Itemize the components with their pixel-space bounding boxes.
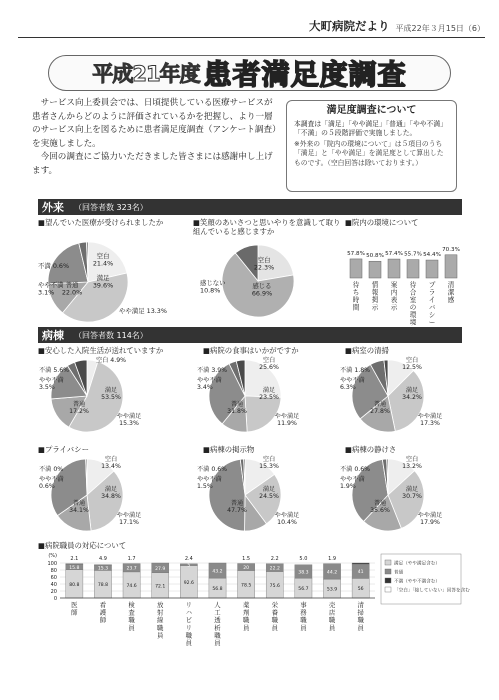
outpatient-env-bar-value-4: 54.4% — [423, 252, 441, 259]
staff-bar-normal-value-9: 44.2 — [326, 570, 338, 576]
staff-category-label-8: 事 — [300, 601, 307, 609]
staff-category-label-8: 員 — [300, 623, 307, 632]
pie-ward-6-label-sdis: 1.9% — [340, 483, 356, 491]
staff-bar-sat-value-0: 80.8 — [69, 582, 80, 588]
staff-category-label-4: ハ — [185, 608, 193, 617]
pie-ward-4-label-sat: 34.8% — [101, 493, 121, 501]
pie-ward-6-label-blank: 空白 — [405, 456, 419, 463]
pie-outpatient-1-label-sat: 満足 — [96, 274, 110, 282]
staff-category-label-3: 線 — [157, 616, 164, 625]
section-ward-count: （回答者数 114名） — [74, 330, 148, 340]
staff-category-label-4: リ — [185, 623, 193, 632]
pie-ward-3-label-blank: 12.5% — [402, 364, 422, 372]
staff-category-label-5: 員 — [214, 639, 221, 647]
pie-ward-2-label-some: やや満足 — [274, 413, 300, 420]
pie-ward-6-label-sat: 30.7% — [402, 493, 422, 501]
outpatient-env-bar-label-0: 間 — [352, 303, 360, 312]
staff-category-label-10: 職 — [357, 616, 364, 625]
staff-category-label-5: 透 — [214, 616, 221, 625]
outpatient-env-bar-label-4: ー — [428, 318, 436, 327]
staff-bar-sat-value-8: 56.7 — [298, 587, 309, 593]
staff-category-label-9: 員 — [328, 623, 336, 632]
outpatient-env-bar-label-1: 示 — [371, 303, 379, 312]
staff-bar-normal-value-8: 38.3 — [298, 570, 309, 576]
pie-ward-2-label-dis: 不満 3.9% — [197, 367, 228, 374]
q-ward-3-title: ■病室の清掃 — [345, 346, 389, 355]
staff-bar-normal-value-1: 15.3 — [97, 566, 109, 572]
pie-outpatient-1-label-normal: 22.0% — [61, 288, 83, 297]
staff-legend-label-1: 普通 — [394, 570, 404, 576]
pie-ward-2-label-blank: 空白 — [262, 357, 276, 364]
pie-outpatient-1-label-blank: 空白 — [96, 252, 110, 260]
staff-bar-normal-value-10: 41 — [357, 570, 364, 576]
staff-legend-label-0: 満足（やや満足含む） — [394, 561, 440, 567]
staff-category-label-4: 職 — [185, 631, 193, 640]
outpatient-env-bar-value-2: 57.4% — [385, 251, 403, 258]
staff-bar-normal-value-5: 43.2 — [212, 569, 223, 575]
outpatient-env-bar-label-3: の — [409, 303, 417, 312]
pie-ward-5-label-sdis: やや不満 — [197, 476, 222, 483]
staff-category-label-4: ビ — [185, 616, 193, 625]
staff-bar-normal-value-7: 22.2 — [269, 566, 280, 572]
outpatient-env-bar-label-3: 合 — [409, 288, 417, 297]
pie-ward-3-label-some: やや満足 — [417, 413, 443, 420]
pie-ward-4-label-sdis: 0.6% — [39, 483, 55, 491]
section-ward — [38, 327, 462, 343]
staff-category-label-2: 査 — [128, 608, 135, 617]
pie-ward-6-label-sat: 満足 — [405, 486, 419, 493]
pie-outpatient-1-label-normal: 普通 — [65, 281, 79, 289]
pie-ward-5-label-sat: 24.5% — [259, 493, 279, 501]
outpatient-env-bar-label-0: ち — [352, 288, 360, 297]
staff-bar-top-label-0: 2.1 — [70, 556, 79, 562]
about-note: ※外来の「院内の環境について」は５項目のうち「満足」と「やや満足」を満足度として算出したものです。（空白回答は除いております。） — [294, 139, 444, 167]
staff-category-label-3: 職 — [157, 623, 164, 632]
outpatient-env-bar-5 — [445, 255, 457, 278]
staff-category-label-5: 職 — [214, 631, 221, 640]
staff-category-label-1: 護 — [99, 608, 107, 617]
staff-ytick-3: 40 — [50, 582, 57, 588]
staff-category-label-6: 薬 — [242, 601, 250, 609]
staff-bar-sat-value-7: 75.6 — [269, 583, 280, 589]
pie-ward-1-label-normal: 普通 — [72, 401, 86, 408]
staff-bar-normal-value-3: 27.9 — [155, 566, 166, 572]
pie-ward-3-label-sat: 満足 — [405, 387, 419, 394]
staff-category-label-8: 職 — [300, 616, 307, 625]
staff-bar-sat-value-4: 92.6 — [183, 580, 194, 586]
staff-bar-top-label-8: 5.0 — [299, 556, 308, 562]
pie-outpatient-2-label-feel: 感じる — [252, 282, 272, 290]
staff-bar-top-label-6: 1.5 — [242, 556, 251, 562]
outpatient-env-bar-label-3: 待 — [409, 281, 417, 289]
outpatient-env-bar-3 — [407, 260, 419, 278]
staff-category-label-9: 職 — [328, 616, 336, 625]
staff-bar-top-label-1: 4.9 — [98, 556, 107, 562]
pie-ward-4-label-some: やや満足 — [116, 512, 142, 519]
pie-ward-1-label-blank: 空白 4.9% — [95, 357, 127, 364]
outpatient-env-bar-label-4: イ — [428, 296, 436, 304]
outpatient-env-bar-label-5: 感 — [447, 296, 455, 304]
staff-bar-top-label-9: 1.9 — [328, 556, 337, 562]
outpatient-env-bar-label-4: ラ — [428, 288, 436, 297]
pie-ward-6-label-normal: 35.6% — [370, 507, 390, 515]
staff-bar-sat-value-1: 78.8 — [97, 583, 109, 589]
staff-bar-normal-value-4: 5 — [187, 563, 191, 569]
outpatient-env-bar-label-3: 境 — [409, 318, 417, 327]
outpatient-env-bar-label-2: 案 — [390, 281, 398, 289]
pie-ward-4-label-normal: 34.1% — [69, 507, 89, 515]
staff-legend-label-3: 「空白」「接していない」回答を含む — [394, 588, 470, 594]
pie-ward-4-label-blank: 13.4% — [101, 463, 121, 471]
pie-ward-3-label-blank: 空白 — [405, 357, 419, 364]
pie-ward-3-label-sdis: やや不満 — [340, 377, 365, 384]
pie-ward-1-label-normal: 17.2% — [69, 408, 89, 416]
staff-category-label-4: リ — [185, 601, 193, 609]
staff-bar-sat-value-3: 72.1 — [155, 584, 166, 590]
pie-ward-5-label-normal: 普通 — [230, 500, 244, 507]
pie-outpatient-2-label-blank: 22.3% — [253, 263, 275, 272]
staff-category-label-5: 工 — [214, 608, 221, 617]
staff-ytick-5: 0 — [53, 596, 57, 602]
staff-category-label-2: 員 — [128, 623, 135, 632]
outpatient-env-bar-label-3: 環 — [409, 311, 417, 319]
pie-ward-6-label-blank: 13.2% — [402, 463, 422, 471]
pie-outpatient-2-label-feel: 66.9% — [251, 289, 273, 298]
pie-outpatient-2-label-no: 感じない — [200, 279, 226, 287]
staff-category-label-6: 員 — [242, 623, 250, 632]
pie-ward-6-label-normal: 普通 — [373, 500, 387, 507]
staff-category-label-10: 員 — [357, 623, 364, 632]
outpatient-env-bar-4 — [426, 260, 438, 278]
pie-ward-1-label-sdis: やや不満 — [39, 377, 64, 384]
pie-ward-6-label-sdis: やや不満 — [340, 476, 365, 483]
staff-category-label-2: 職 — [128, 616, 135, 625]
staff-bar-sat-value-5: 56.8 — [212, 587, 223, 593]
staff-ytick-4: 20 — [50, 589, 57, 595]
section-outpatient-count: （回答者数 323名） — [74, 202, 148, 212]
title-era: 平成21年度 — [92, 62, 200, 86]
pie-outpatient-1-label-sdis: 3.1% — [38, 288, 55, 297]
staff-bar-sat-value-9: 53.9 — [326, 587, 338, 593]
staff-ylabel: (%) — [48, 553, 57, 559]
staff-category-label-10: 清 — [357, 601, 364, 609]
pie-ward-3-label-normal: 普通 — [373, 401, 387, 408]
pie-ward-3-label-normal: 27.8% — [370, 408, 390, 416]
staff-legend-swatch-0 — [385, 560, 391, 565]
pie-ward-2-label-sat: 23.5% — [259, 394, 279, 402]
pie-ward-2-label-normal: 31.8% — [227, 408, 247, 416]
q-ward-5-title: ■病棟の掲示物 — [203, 445, 255, 454]
intro-paragraph-1: サービス向上委員会では、日頃提供している医療サービスが患者さんからどのように評価されているかを把握し、より一層のサービス向上を図るために患者満足度調査（アンケート調査）を実施しました。 — [32, 98, 277, 149]
pie-ward-4-label-sdis: やや不満 — [39, 476, 64, 483]
pie-ward-3-label-some: 17.3% — [420, 420, 440, 428]
pie-ward-5-label-some: やや満足 — [274, 512, 300, 519]
pie-ward-4-label-some: 17.1% — [119, 519, 139, 527]
outpatient-env-bar-label-3: 室 — [409, 296, 417, 304]
section-ward-label: 病棟 — [42, 329, 64, 342]
pie-ward-6-label-some: やや満足 — [417, 512, 443, 519]
pie-ward-1-label-some: 15.3% — [119, 420, 139, 428]
pie-ward-1-label-sat: 満足 — [104, 387, 118, 394]
pie-outpatient-2-label-blank: 空白 — [257, 256, 271, 264]
about-title: 満足度調査について — [326, 105, 417, 116]
pie-ward-2-label-some: 11.9% — [277, 420, 297, 428]
pie-ward-4-label-normal: 普通 — [72, 500, 86, 507]
outpatient-env-bar-2 — [388, 259, 400, 278]
outpatient-env-bar-value-5: 70.3% — [442, 246, 460, 253]
pie-ward-3-label-dis: 不満 1.8% — [340, 367, 371, 374]
pie-outpatient-1-label-dis: 不満 0.6% — [38, 262, 70, 270]
pie-outpatient-1-label-some: やや満足 13.3% — [119, 307, 167, 315]
q-ward-1-title: ■安心した入院生活が送れていますか — [38, 346, 164, 355]
outpatient-env-bar-label-4: バ — [428, 303, 436, 312]
pie-ward-4-label-blank: 空白 — [104, 456, 118, 463]
staff-legend-swatch-2 — [385, 578, 391, 583]
staff-category-label-2: 検 — [128, 601, 135, 609]
outpatient-env-bar-label-0: 時 — [352, 296, 360, 304]
pie-ward-3-label-sdis: 6.3% — [340, 384, 356, 392]
pie-ward-2-label-sat: 満足 — [262, 387, 276, 394]
q-ward-2-title: ■病院の食事はいかがですか — [203, 346, 299, 355]
staff-category-label-7: 員 — [271, 623, 278, 632]
staff-bar-top-label-7: 2.2 — [270, 556, 279, 562]
staff-bar-normal-value-0: 15.8 — [69, 565, 80, 571]
staff-category-label-5: 人 — [214, 601, 221, 609]
q-staff-title: ■病院職員の対応について — [38, 541, 127, 550]
staff-category-label-7: 職 — [271, 616, 278, 625]
staff-category-label-10: 掃 — [357, 608, 364, 617]
pie-ward-6-label-some: 17.9% — [420, 519, 440, 527]
staff-category-label-0: 師 — [71, 608, 78, 617]
about-body: 本調査は「満足」「やや満足」「普通」「やや不満」「不満」の５段階評価で実施しました。 — [294, 119, 447, 138]
outpatient-env-bar-value-0: 57.8% — [347, 250, 365, 257]
staff-bar-sat-value-6: 78.5 — [241, 583, 252, 589]
outpatient-env-bar-label-4: プ — [428, 281, 436, 289]
staff-category-label-9: 売 — [328, 601, 336, 609]
staff-category-label-7: 栄 — [271, 601, 278, 609]
pie-ward-5-label-blank: 15.3% — [259, 463, 279, 471]
outpatient-env-bar-1 — [369, 261, 381, 278]
outpatient-env-bar-label-2: 示 — [390, 303, 398, 312]
outpatient-env-bar-label-4: シ — [428, 311, 436, 319]
staff-legend-swatch-1 — [385, 569, 391, 574]
pie-ward-5-label-sat: 満足 — [262, 486, 276, 493]
pie-ward-1-label-sat: 53.5% — [101, 394, 121, 402]
issue-date: 平成22年３月15日（6） — [395, 24, 485, 33]
staff-category-label-7: 養 — [271, 608, 278, 617]
pie-outpatient-1-label-blank: 21.4% — [92, 259, 114, 268]
staff-category-label-6: 剤 — [242, 608, 250, 617]
staff-category-label-8: 務 — [300, 608, 307, 617]
pie-outpatient-1-label-sat: 39.6% — [92, 281, 114, 290]
newsletter-name: 大町病院だより — [309, 19, 390, 33]
outpatient-env-bar-label-5: 清 — [447, 281, 455, 289]
outpatient-env-bar-label-1: 掲 — [371, 296, 379, 304]
pie-outpatient-1-label-sdis: やや不満 — [38, 281, 64, 289]
staff-category-label-0: 医 — [71, 601, 78, 609]
pie-ward-4-label-dis: 不満 0% — [39, 466, 64, 473]
pie-ward-5-label-blank: 空白 — [262, 456, 276, 463]
pie-ward-2-label-blank: 25.6% — [259, 364, 279, 372]
q-outpatient-2-title: ■笑顔のあいさつと思いやりを意識して取り組んでいると感じますか — [193, 218, 341, 236]
staff-category-label-3: 員 — [157, 631, 164, 640]
staff-bar-top-label-4: 2.4 — [184, 556, 193, 562]
pie-ward-3-label-sat: 34.2% — [402, 394, 422, 402]
staff-ytick-2: 60 — [50, 575, 57, 581]
pie-ward-2-label-sdis: 3.4% — [197, 384, 213, 392]
staff-bar-normal-value-2: 23.7 — [126, 566, 137, 572]
staff-category-label-9: 店 — [328, 608, 336, 617]
staff-category-label-1: 看 — [99, 601, 107, 609]
outpatient-env-bar-value-1: 50.8% — [366, 253, 384, 260]
staff-bar-top-label-2: 1.7 — [127, 556, 136, 562]
pie-ward-5-label-sdis: 1.5% — [197, 483, 213, 491]
pie-ward-2-label-normal: 普通 — [230, 401, 244, 408]
outpatient-env-bar-label-5: 潔 — [447, 288, 455, 297]
q-ward-4-title: ■プライバシー — [38, 445, 89, 454]
pie-ward-5-label-dis: 不満 0.6% — [197, 466, 228, 473]
pie-ward-1-label-sdis: 3.5% — [39, 384, 55, 392]
q-outpatient-1-title: ■望んでいた医療が受けられましたか — [38, 218, 164, 227]
staff-ytick-1: 80 — [50, 568, 57, 574]
staff-category-label-3: 射 — [157, 608, 164, 617]
pie-ward-2-label-sdis: やや不満 — [197, 377, 222, 384]
staff-bar-sat-value-10: 56 — [357, 587, 364, 593]
staff-bar-dis-10 — [352, 563, 369, 564]
outpatient-env-bar-label-1: 情 — [371, 281, 379, 289]
q-outpatient-3-title: ■院内の環境について — [345, 218, 419, 227]
q-ward-6-title: ■病棟の静けさ — [345, 445, 397, 454]
staff-category-label-6: 職 — [242, 616, 250, 625]
staff-category-label-1: 師 — [99, 616, 107, 625]
pie-ward-4-label-sat: 満足 — [104, 486, 118, 493]
staff-category-label-3: 放 — [157, 601, 164, 609]
staff-legend-label-2: 不満（やや不満含む） — [394, 579, 440, 585]
staff-bar-sat-value-2: 74.6 — [126, 583, 137, 589]
outpatient-env-bar-label-2: 内 — [390, 288, 398, 297]
pie-outpatient-2-label-no: 10.8% — [200, 286, 221, 295]
title-main: 患者満足度調査 — [203, 58, 407, 91]
pie-ward-5-label-normal: 47.7% — [227, 507, 247, 515]
outpatient-env-bar-label-0: 待 — [352, 281, 360, 289]
pie-ward-1-label-some: やや満足 — [116, 413, 142, 420]
staff-legend-swatch-3 — [385, 587, 391, 592]
outpatient-env-bar-label-1: 報 — [371, 288, 379, 297]
outpatient-env-bar-value-3: 55.7% — [404, 251, 422, 258]
pie-ward-6-label-dis: 不満 0.6% — [340, 466, 371, 473]
staff-category-label-4: 員 — [185, 639, 193, 647]
outpatient-env-bar-label-2: 表 — [390, 296, 398, 304]
staff-bar-normal-value-6: 20 — [243, 566, 250, 572]
intro-paragraph-2: 今回の調査にご協力いただきました皆さまには感謝申し上げます。 — [32, 152, 273, 176]
staff-category-label-5: 析 — [214, 623, 221, 632]
outpatient-env-bar-0 — [350, 259, 362, 278]
staff-ytick-0: 100 — [47, 561, 57, 567]
section-outpatient-label: 外来 — [42, 201, 64, 214]
pie-ward-1-label-dis: 不満 5.6% — [39, 367, 70, 374]
pie-ward-5-label-some: 10.4% — [277, 519, 297, 527]
